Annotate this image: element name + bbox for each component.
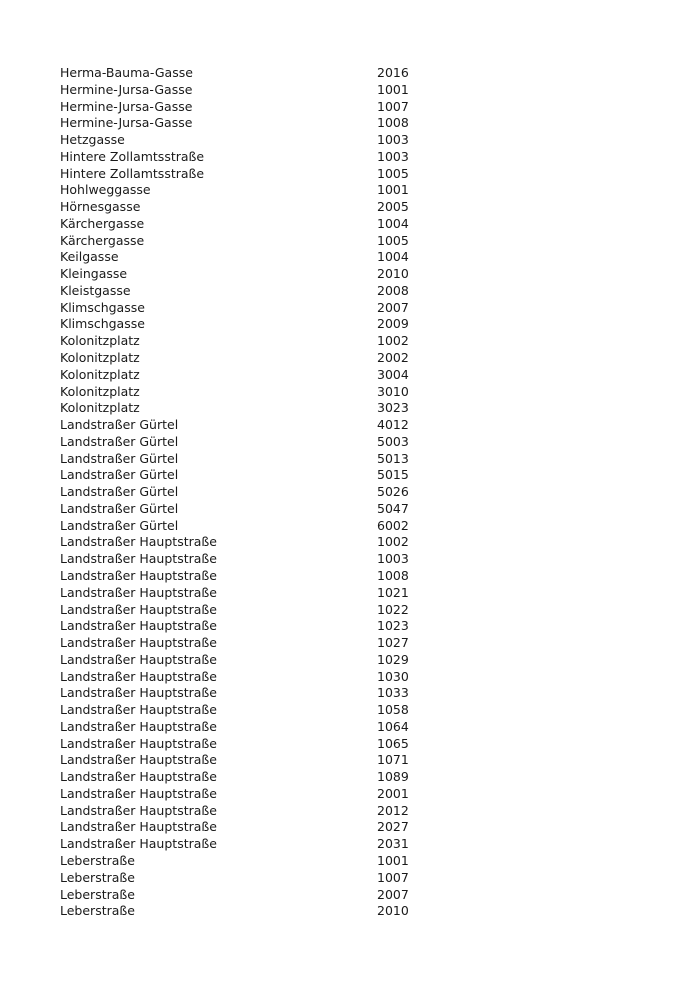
street-code: 2016 xyxy=(377,65,409,80)
street-name: Landstraßer Gürtel xyxy=(60,500,179,516)
street-code: 1023 xyxy=(377,618,409,634)
street-code: 1001 xyxy=(377,182,409,198)
street-code: 1030 xyxy=(377,668,409,684)
street-name: Landstraßer Hauptstraße xyxy=(60,685,217,701)
street-name: Hohlweggasse xyxy=(60,182,151,198)
street-code: 2005 xyxy=(377,199,409,215)
list-row xyxy=(60,786,460,803)
street-name: Landstraßer Hauptstraße xyxy=(60,802,217,818)
street-code: 1022 xyxy=(377,601,409,617)
list-row xyxy=(60,618,460,635)
street-code: 2012 xyxy=(377,802,409,818)
street-code: 3023 xyxy=(377,400,409,416)
street-name: Landstraßer Hauptstraße xyxy=(60,551,217,567)
street-code: 1089 xyxy=(377,769,409,785)
list-row xyxy=(60,400,460,417)
street-code: 2007 xyxy=(377,299,409,315)
street-code: 5013 xyxy=(377,450,409,466)
street-code: 1007 xyxy=(377,869,409,885)
street-code: 2008 xyxy=(377,282,409,298)
street-name: Landstraßer Hauptstraße xyxy=(60,618,217,634)
street-name: Leberstraße xyxy=(60,886,135,902)
street-name: Hintere Zollamtsstraße xyxy=(60,148,205,164)
street-code: 1033 xyxy=(377,685,409,701)
street-name: Landstraßer Gürtel xyxy=(60,467,179,483)
list-row xyxy=(60,685,460,702)
list-row xyxy=(60,283,460,300)
street-name: Hörnesgasse xyxy=(60,199,141,215)
street-name: Leberstraße xyxy=(60,852,135,868)
list-row xyxy=(60,719,460,736)
street-name: Hermine-Jursa-Gasse xyxy=(60,115,193,131)
list-row xyxy=(60,585,460,602)
street-name: Landstraßer Hauptstraße xyxy=(60,668,217,684)
street-name: Landstraßer Gürtel xyxy=(60,484,179,500)
street-name: Kolonitzplatz xyxy=(60,366,140,382)
street-name: Kleingasse xyxy=(60,266,128,282)
street-name: Hermine-Jursa-Gasse xyxy=(60,98,193,114)
street-code: 1065 xyxy=(377,735,409,751)
list-row xyxy=(60,501,460,518)
street-name: Landstraßer Hauptstraße xyxy=(60,635,217,651)
list-row xyxy=(60,568,460,585)
street-code: 1008 xyxy=(377,115,409,131)
street-code: 1001 xyxy=(377,81,409,97)
list-row xyxy=(60,451,460,468)
list-row xyxy=(60,887,460,904)
street-code: 1005 xyxy=(377,165,409,181)
street-name: Landstraßer Gürtel xyxy=(60,517,179,533)
list-row xyxy=(60,199,460,216)
street-name: Kolonitzplatz xyxy=(60,383,140,399)
street-code: 1003 xyxy=(377,148,409,164)
street-code: 1027 xyxy=(377,635,409,651)
street-name: Klimschgasse xyxy=(60,299,145,315)
list-row xyxy=(60,333,460,350)
list-row xyxy=(60,484,460,501)
street-name: Leberstraße xyxy=(60,869,135,885)
street-code: 2027 xyxy=(377,819,409,835)
list-row xyxy=(60,182,460,199)
list-row xyxy=(60,752,460,769)
street-name: Landstraßer Hauptstraße xyxy=(60,601,217,617)
street-name: Landstraßer Hauptstraße xyxy=(60,836,217,852)
street-code: 1004 xyxy=(377,215,409,231)
street-code: 1002 xyxy=(377,534,409,550)
street-code: 1003 xyxy=(377,132,409,148)
street-code: 2001 xyxy=(377,785,409,801)
street-name: Leberstraße xyxy=(60,903,135,919)
list-row xyxy=(60,99,460,116)
street-name: Landstraßer Gürtel xyxy=(60,417,179,433)
street-name: Kolonitzplatz xyxy=(60,350,140,366)
list-row xyxy=(60,803,460,820)
list-row xyxy=(60,635,460,652)
street-name: Landstraßer Hauptstraße xyxy=(60,735,217,751)
street-name: Kleistgasse xyxy=(60,282,131,298)
street-code: 5047 xyxy=(377,500,409,516)
street-name: Landstraßer Hauptstraße xyxy=(60,534,217,550)
street-name: Landstraßer Hauptstraße xyxy=(60,718,217,734)
street-name: Keilgasse xyxy=(60,249,119,265)
street-code: 1021 xyxy=(377,584,409,600)
list-row xyxy=(60,434,460,451)
list-row xyxy=(60,702,460,719)
street-name: Hermine-Jursa-Gasse xyxy=(60,81,193,97)
street-code: 4012 xyxy=(377,417,409,433)
street-code: 5003 xyxy=(377,433,409,449)
street-name: Hetzgasse xyxy=(60,132,125,148)
list-row xyxy=(60,249,460,266)
list-row xyxy=(60,602,460,619)
list-row xyxy=(60,551,460,568)
street-code: 1007 xyxy=(377,98,409,114)
list-row xyxy=(60,233,460,250)
list-row xyxy=(60,384,460,401)
street-name: Kolonitzplatz xyxy=(60,400,140,416)
street-code: 2010 xyxy=(377,903,409,919)
list-row xyxy=(60,316,460,333)
list-row xyxy=(60,166,460,183)
street-name: Landstraßer Hauptstraße xyxy=(60,702,217,718)
street-code: 2007 xyxy=(377,886,409,902)
street-name: Landstraßer Hauptstraße xyxy=(60,819,217,835)
list-row xyxy=(60,300,460,317)
street-name: Landstraßer Hauptstraße xyxy=(60,567,217,583)
list-row xyxy=(60,467,460,484)
list-row xyxy=(60,367,460,384)
street-code: 5026 xyxy=(377,484,409,500)
street-name: Landstraßer Gürtel xyxy=(60,433,179,449)
street-code: 2010 xyxy=(377,266,409,282)
street-code: 1003 xyxy=(377,551,409,567)
street-code: 2009 xyxy=(377,316,409,332)
list-row xyxy=(60,518,460,535)
street-code: 1029 xyxy=(377,651,409,667)
street-code: 1005 xyxy=(377,232,409,248)
street-code: 5015 xyxy=(377,467,409,483)
street-name: Klimschgasse xyxy=(60,316,145,332)
list-row xyxy=(60,903,460,920)
street-name: Hintere Zollamtsstraße xyxy=(60,165,205,181)
street-code: 1001 xyxy=(377,852,409,868)
list-row xyxy=(60,534,460,551)
street-code: 1008 xyxy=(377,567,409,583)
street-name: Landstraßer Gürtel xyxy=(60,450,179,466)
list-row xyxy=(60,836,460,853)
list-row xyxy=(60,819,460,836)
list-row xyxy=(60,652,460,669)
street-code: 1002 xyxy=(377,333,409,349)
street-code: 1071 xyxy=(377,752,409,768)
list-row xyxy=(60,853,460,870)
street-code: 1058 xyxy=(377,702,409,718)
street-code: 3004 xyxy=(377,366,409,382)
list-row xyxy=(60,870,460,887)
street-code: 3010 xyxy=(377,383,409,399)
list-row xyxy=(60,65,460,82)
street-code: 2002 xyxy=(377,350,409,366)
street-name: Landstraßer Hauptstraße xyxy=(60,769,217,785)
street-code: 6002 xyxy=(377,517,409,533)
list-row xyxy=(60,769,460,786)
street-code: 2031 xyxy=(377,836,409,852)
street-code: 1064 xyxy=(377,718,409,734)
street-name: Landstraßer Hauptstraße xyxy=(60,584,217,600)
list-row xyxy=(60,149,460,166)
street-name: Landstraßer Hauptstraße xyxy=(60,752,217,768)
list-row xyxy=(60,350,460,367)
list-row xyxy=(60,417,460,434)
list-row xyxy=(60,216,460,233)
list-row xyxy=(60,132,460,149)
street-code-list xyxy=(60,65,460,920)
list-row xyxy=(60,115,460,132)
list-row xyxy=(60,82,460,99)
street-name: Landstraßer Hauptstraße xyxy=(60,785,217,801)
street-name: Kärchergasse xyxy=(60,232,145,248)
list-row xyxy=(60,669,460,686)
street-name: Landstraßer Hauptstraße xyxy=(60,651,217,667)
list-row xyxy=(60,266,460,283)
street-code: 1004 xyxy=(377,249,409,265)
street-name: Kärchergasse xyxy=(60,215,145,231)
list-row xyxy=(60,736,460,753)
street-name: Herma-Bauma-Gasse xyxy=(60,65,193,80)
street-name: Kolonitzplatz xyxy=(60,333,140,349)
